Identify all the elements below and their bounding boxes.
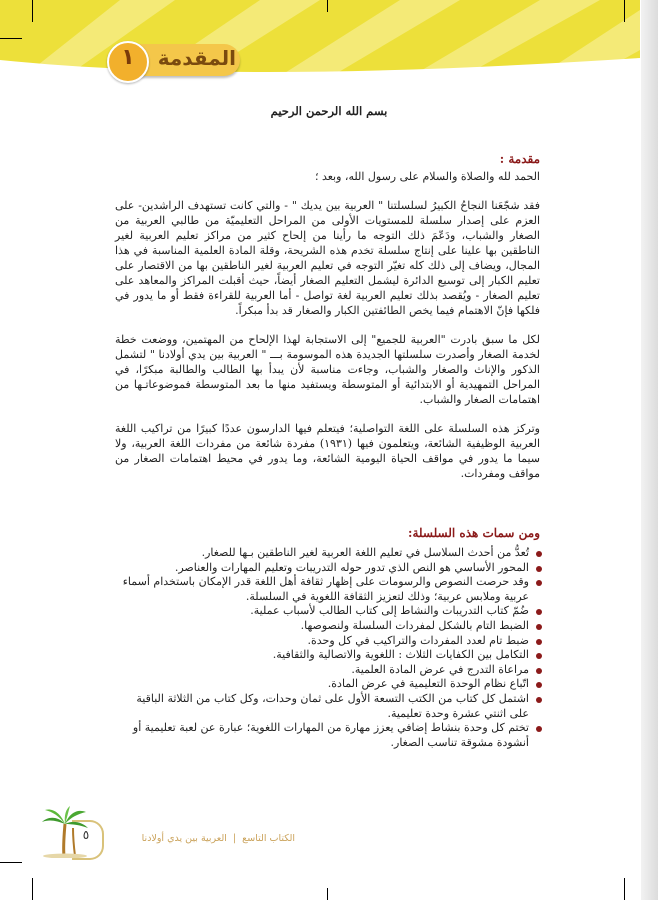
footer-credit: [105, 833, 295, 851]
list-item: تُعدُّ من أحدث السلاسل في تعليم اللغة العربية لغير الناطقين بـها للصغار.: [115, 546, 543, 561]
section-number: ١: [121, 45, 135, 70]
list-item: الضبط التام بالشكل لمفردات السلسلة ولنصوصها.: [115, 619, 543, 634]
basmala: بسم الله الرحمن الرحيم: [270, 104, 388, 118]
section-title: المقدمة: [157, 46, 236, 70]
crop-mark: [624, 878, 625, 900]
crop-mark: [32, 0, 33, 22]
crop-mark: [0, 38, 22, 39]
list-item: اشتمل كل كتاب من الكتب التسعة الأول على ثمان وحدات، وكل كتاب من الثلاثة الباقية على اثنتي عشرة وحدة تعليمية.: [115, 692, 543, 721]
header-banner: [0, 0, 640, 95]
list-item: اتّباع نظام الوحدة التعليمية في عرض المادة.: [115, 677, 543, 692]
crop-mark: [32, 878, 33, 900]
palm-tree-icon: [40, 806, 90, 858]
footer-book-name: الكتاب التاسع: [242, 833, 295, 844]
intro-paragraph: لكل ما سبق بادرت "العربية للجميع" إلى الاستجابة لهذا الإلحاح من المهتمين، ووضعت خطة لخدمة الصغار وأصدرت سلسلتها الجديدة هذه الموسومة بـــ " العربية بين يدي أولادنا " لتشمل الذكور والإناث والصغار والشباب، وجاءت مناسبة لأن يبدأ بها الطالب والطالبة مبكرًا، في المراحل التمهيدية أو الابتدائية أو المتوسطة ويستفيد منها ما بعد المتوسطة فموضوعاتـها من اهتمامات الصغار والشباب.: [115, 333, 540, 406]
intro-paragraph: وتركز هذه السلسلة على اللغة التواصلية؛ فيتعلم فيها الدارسون عددًا كبيرًا من تراكيب اللغة العربية الوظيفية الشائعة، ويتعلمون فيها (١٩٣١) مفردة شائعة من مفردات اللغة العربية، ولا سيما ما يدور في مواقف الحياة اليومية الشائعة، وما يدور في محيط اهتمامات الصغار من مواقف ومفردات.: [115, 422, 540, 480]
crop-mark: [0, 862, 22, 863]
intro-heading: مقدمة :: [499, 152, 540, 166]
list-item: ضبط تام لعدد المفردات والتراكيب في كل وحدة.: [115, 634, 543, 649]
footer-separator: |: [232, 833, 237, 844]
list-item: وقد حرصت النصوص والرسومات على إظهار ثقافة أهل اللغة قدر الإمكان باستخدام أسماء عربية وملابس عربية؛ وذلك لتعزيز الثقافة اللغوية في السلسلة.: [115, 575, 543, 604]
list-item: مراعاة التدرج في عرض المادة العلمية.: [115, 663, 543, 678]
intro-paragraph: فقد شجّعَنا النجاحُ الكبيرُ لسلسلتنا " العربية بين يديك " - والتي كانت تستهدف الراشدين- على العزم على إصدار سلسلة للمستويات الأولى من المراحل التعليميّة من طالبي العربية من الصغار والشباب، ودَعّمَ ذلك التوجه ما رأينا من إلحاح كثير من مراكز تعليم العربية لغير الناطقين بها علينا على إنتاج سلسلة تخدم هذه الشريحة، وقلة المادة العلمية المناسبة في هذا المجال، ويضاف إلى ذلك كله تغيّر التوجه في تعليم العربية لغير الناطقين بها من الاقتصار على تعليم الكبار إلى توسيع الدائرة ليشمل التعليم الصغار أيضاً، حيث أقبلت المراكز والمعاهد على تعليم الصغار - ويُقصد بذلك تعليم العربية لغة تواصل - أما العربية للقراءة فقط أو ما يدور في فلكها فإنّ الاهتمام فيما يخص الطائفتين الكبار والصغار قد بدأ مبكراً.: [115, 199, 540, 317]
crop-mark: [624, 0, 625, 22]
crop-mark: [327, 0, 328, 12]
footer-series-name: العربية بين يدي أولادنا: [141, 833, 227, 844]
crop-mark: [327, 888, 328, 900]
features-list: [115, 546, 543, 750]
list-item: تختم كل وحدة بنشاط إضافي يعزز مهارة من المهارات اللغوية؛ عبارة عن لعبة تعليمية أو أنشودة مشوقة تناسب الصغار.: [115, 721, 543, 750]
banner-stripes: [0, 0, 640, 95]
page-edge-shadow: [641, 0, 658, 900]
list-item: التكامل بين الكفايات الثلاث : اللغوية والاتصالية والثقافية.: [115, 648, 543, 663]
intro-greeting: الحمد لله والصلاة والسلام على رسول الله، وبعد ؛: [314, 170, 540, 183]
features-heading: ومن سمات هذه السلسلة:: [408, 526, 540, 540]
intro-section: [115, 152, 540, 481]
list-item: المحور الأساسي هو النص الذي تدور حوله التدريبات وتعليم المهارات والعناصر.: [115, 561, 543, 576]
page-number: ٥: [82, 828, 90, 842]
list-item: ضُمّ كتاب التدريبات والنشاط إلى كتاب الطالب لأسباب عملية.: [115, 604, 543, 619]
